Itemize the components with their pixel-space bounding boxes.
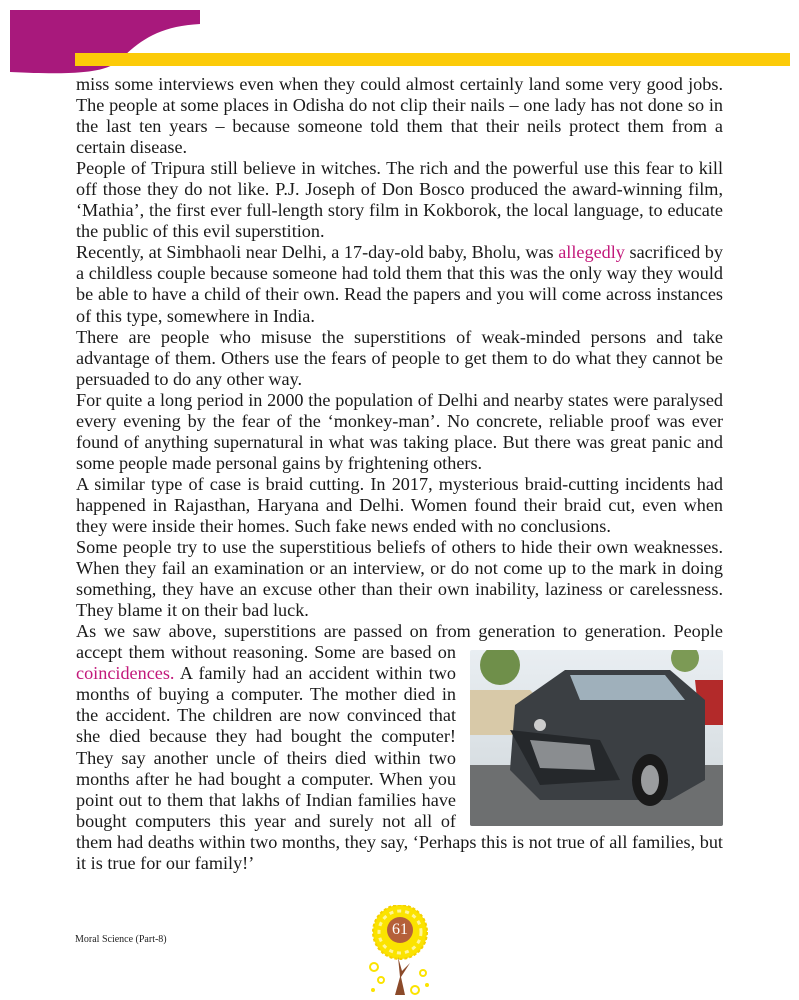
book-title-footer: Moral Science (Part-8) [75, 934, 167, 945]
paragraph-text: accept them without reasoning. Some are based on [76, 642, 456, 663]
paragraph-text: Recently, at Simbhaoli near Delhi, a 17-day-old baby, Bholu, was [76, 242, 559, 263]
paragraph [76, 74, 723, 158]
paragraph [76, 621, 723, 874]
paragraph [76, 242, 723, 326]
paragraph [76, 327, 723, 390]
highlighted-term: allegedly [558, 242, 625, 263]
paragraph-text: As we saw above, superstitions are passed on from generation to generation. People [76, 621, 723, 642]
header-yellow-stripe [75, 53, 790, 66]
paragraph [76, 390, 723, 474]
paragraph [76, 158, 723, 242]
paragraph [76, 537, 723, 621]
paragraph-text: miss some interviews even when they could almost certainly land some very good jobs. The people at some places in Odisha do not clip their nails – one lady has not done so in the last ten years – because someone told them that their neils protect them from a certain disease. [76, 74, 723, 158]
paragraph-text [76, 621, 723, 662]
paragraph-text: sacrificed by a childless couple because someone had told them that this was the only way they would be able to have a child of their own. Read the papers and you will come across instances of this type, somewhere in India. [76, 242, 723, 326]
page-number: 61 [392, 921, 408, 938]
crashed-car-photo [470, 650, 723, 826]
paragraph [76, 474, 723, 537]
paragraph-text: A similar type of case is braid cutting. In 2017, mysterious braid-cutting incidents had happened in Rajasthan, Haryana and Delhi. Women found their braid cut, even when they were inside their homes. Such fake news ended with no conclusions. [76, 473, 723, 536]
paragraph-text: A family had an accident within two months of buying a computer. The mother died in the accident. The children are now convinced that she died because they had bought the computer! They say another uncle of theirs died within two months after he had bought a computer. When you point out to them that lakhs of Indian families have bought computers this year and surely not all of them had deaths within two months, they say, ‘Perhaps this is not true of all families, but it is true for our family!’ [76, 663, 723, 873]
page-body-text [76, 74, 723, 874]
highlighted-term: coincidences. [76, 663, 175, 684]
paragraph-text: People of Tripura still believe in witches. The rich and the powerful use this fear to kill off those they do not like. P.J. Joseph of Don Bosco produced the award-winning film, ‘Mathia’, the first ever full-length story film in Kokborok, the local language, to educate the public of this evil superstition. [76, 158, 723, 242]
paragraph-text: For quite a long period in 2000 the population of Delhi and nearby states were paralysed every evening by the fear of the ‘monkey-man’. No concrete, reliable proof was ever found of anything supernatural in what was taking place. But there was great panic and some people made personal gains by frightening others. [76, 389, 723, 473]
paragraph-text: There are people who misuse the superstitions of weak-minded persons and take advantage of them. Others use the fears of people to get them to do what they cannot be persuaded to do any other way. [76, 326, 723, 389]
paragraph-text: Some people try to use the superstitious beliefs of others to hide their own weaknesses. When they fail an examination or an interview, or do not come up to the mark in doing something, they have an excuse other than their own inability, laziness or carelessness. They blame it on their bad luck. [76, 537, 723, 621]
